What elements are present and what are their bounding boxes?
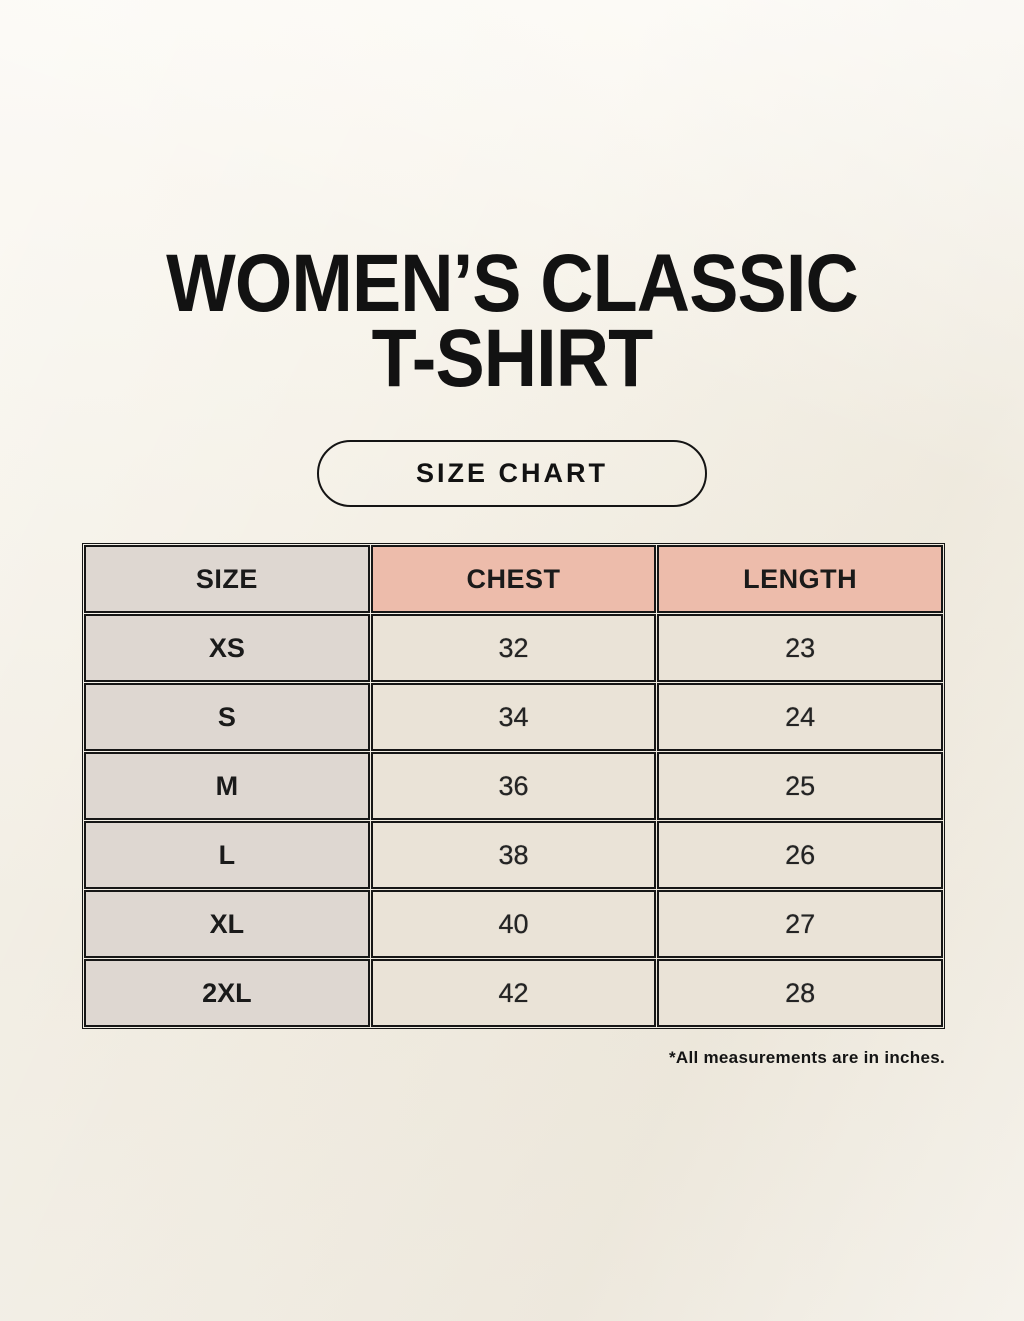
size-cell: L [84,821,370,889]
table-row [84,683,943,751]
size-cell: XS [84,614,370,682]
chest-cell: 38 [371,821,657,889]
column-header-chest: CHEST [371,545,657,613]
measurements-footnote: *All measurements are in inches. [668,1048,945,1067]
table-row [84,959,943,1027]
length-cell: 26 [657,821,943,889]
size-cell: XL [84,890,370,958]
page-title [51,238,973,405]
table-body [84,614,943,1027]
chest-cell: 34 [371,683,657,751]
page-title-line1: WOMEN’S CLASSIC [166,238,858,329]
length-cell: 25 [657,752,943,820]
column-header-size: SIZE [84,545,370,613]
size-chart-badge [317,440,707,507]
chest-cell: 32 [371,614,657,682]
chest-cell: 40 [371,890,657,958]
length-cell: 23 [657,614,943,682]
length-cell: 28 [657,959,943,1027]
size-cell: M [84,752,370,820]
chest-cell: 36 [371,752,657,820]
length-cell: 27 [657,890,943,958]
header-row [84,545,943,613]
chest-cell: 42 [371,959,657,1027]
size-chart-table [82,543,945,1029]
table-header [84,545,943,613]
column-header-length: LENGTH [657,545,943,613]
table-row [84,614,943,682]
page-title-line2: T-SHIRT [371,313,653,405]
size-chart-table-container [82,543,945,1029]
size-cell: S [84,683,370,751]
size-chart-badge-label: SIZE CHART [416,458,608,488]
length-cell: 24 [657,683,943,751]
table-row [84,890,943,958]
size-cell: 2XL [84,959,370,1027]
table-row [84,821,943,889]
table-row [84,752,943,820]
